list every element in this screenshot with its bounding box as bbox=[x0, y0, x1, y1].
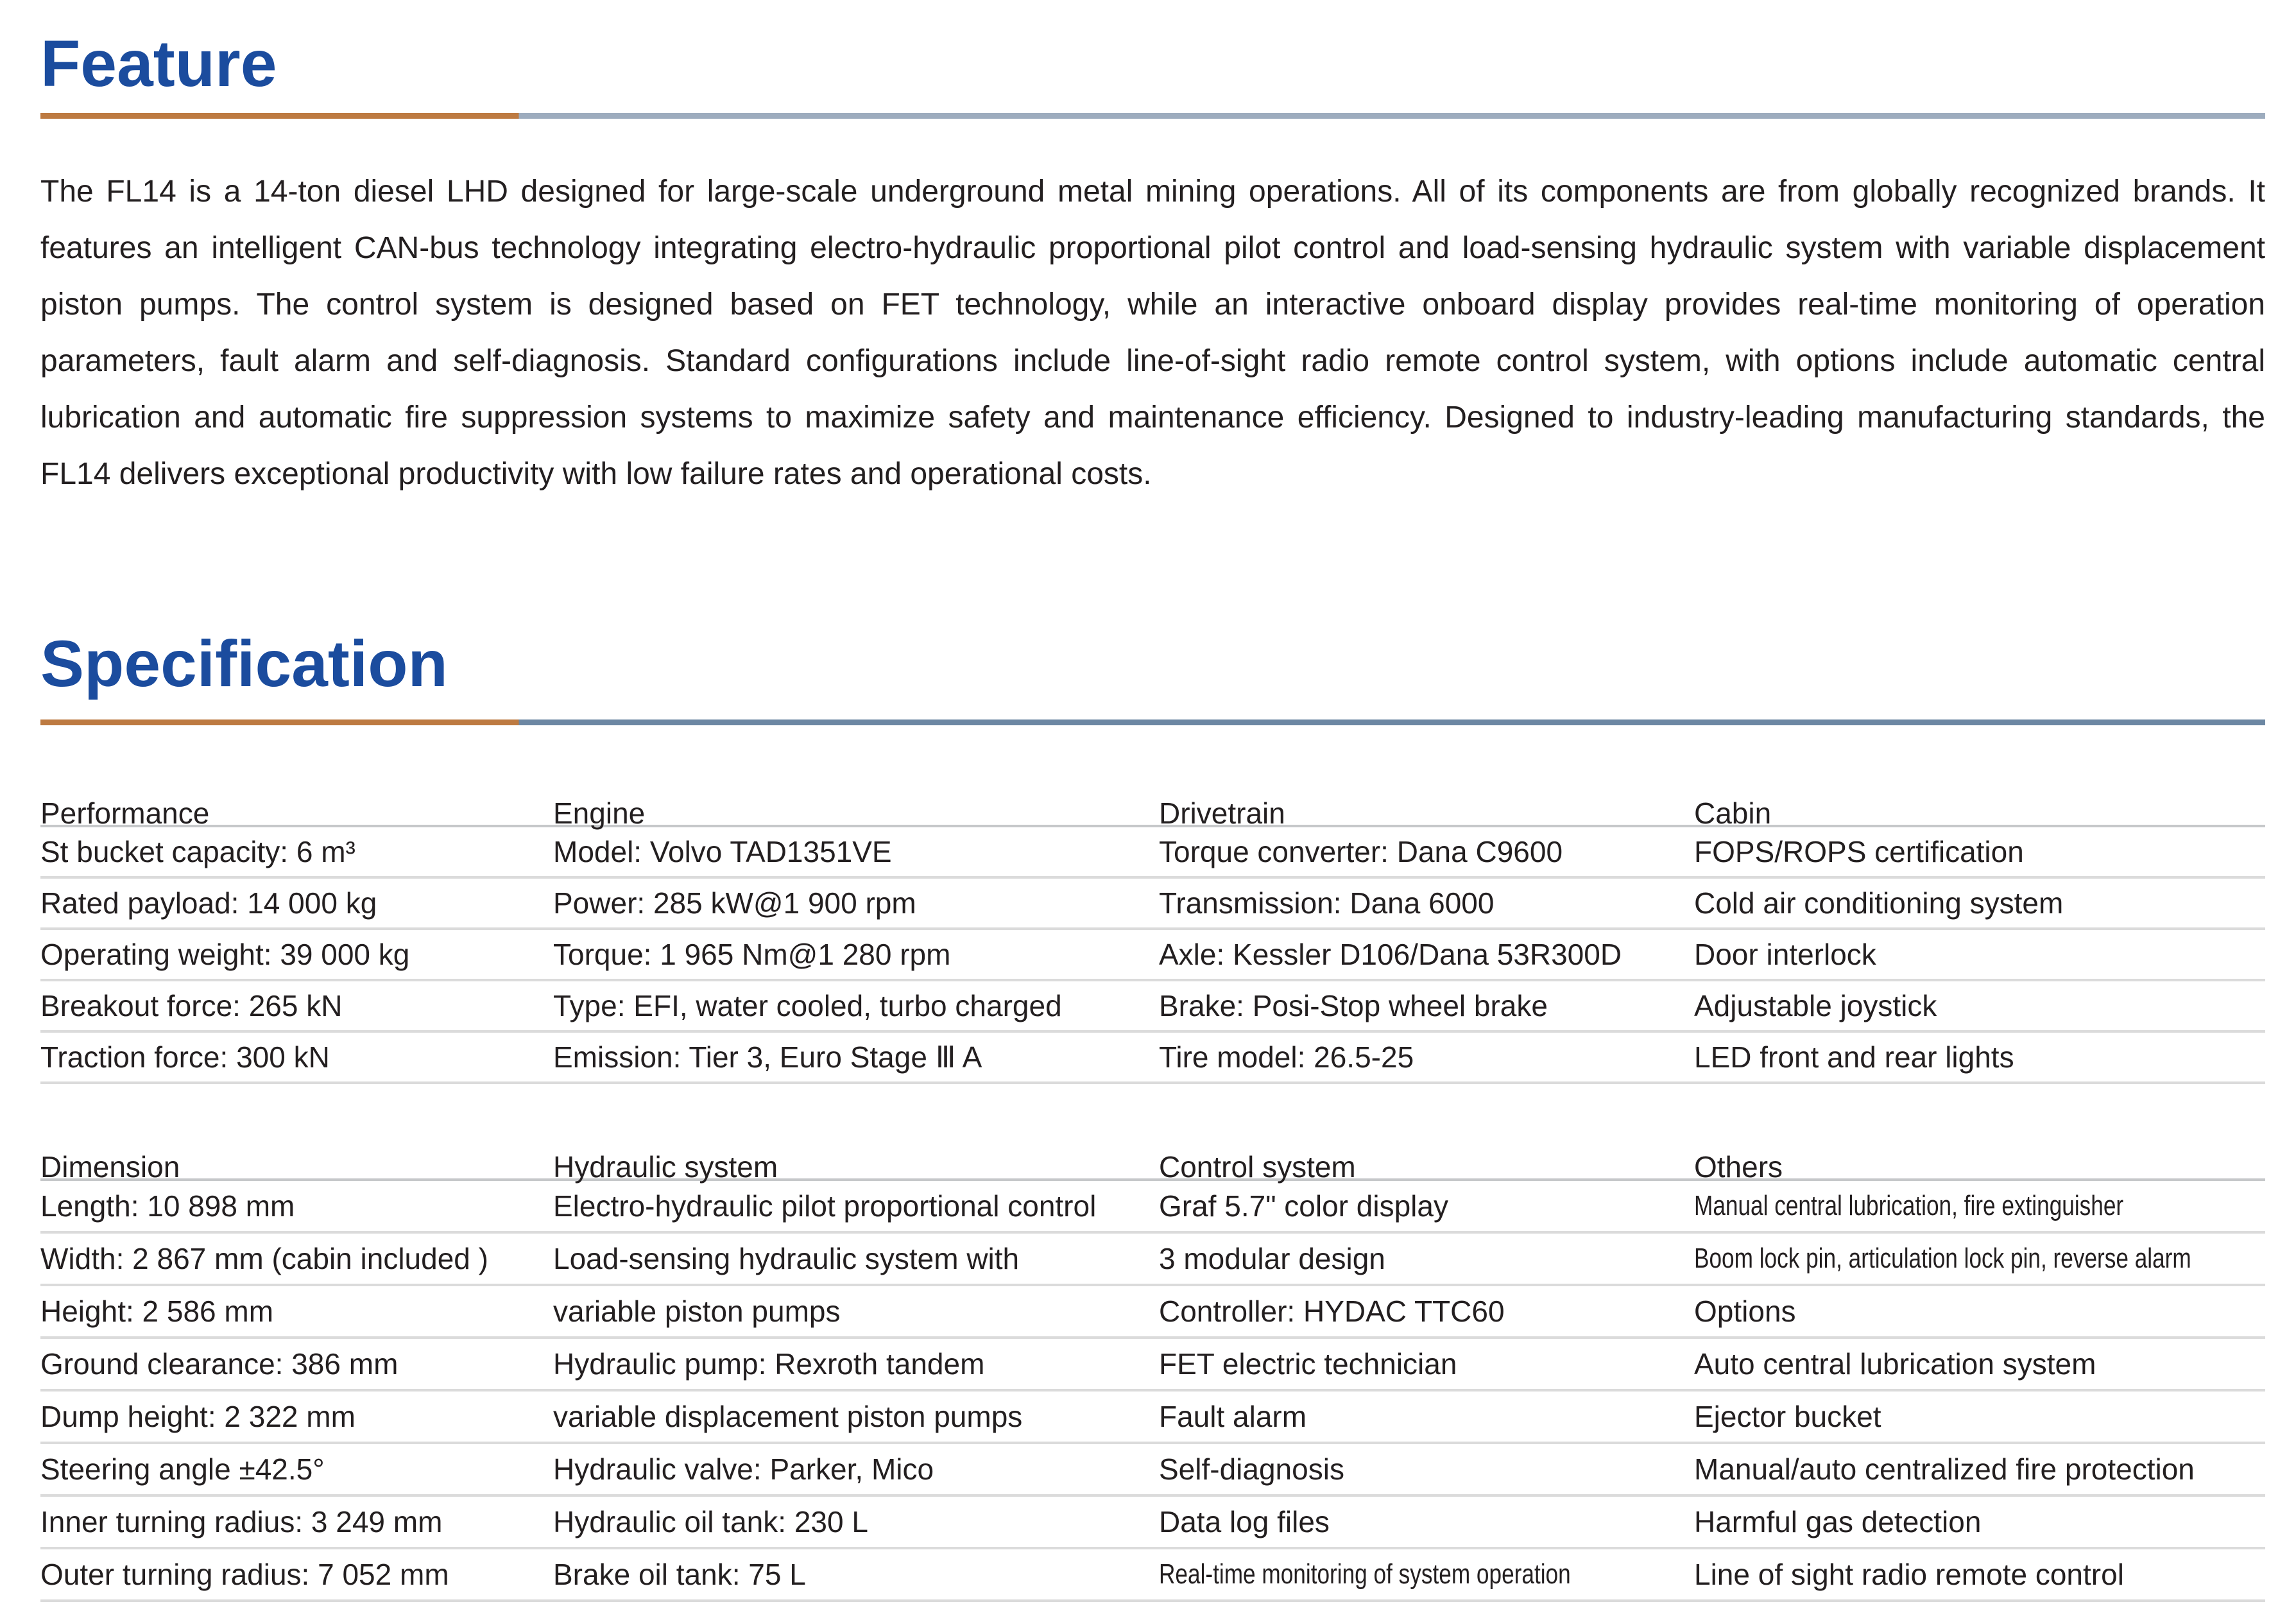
table-cell-options-subheader: Options bbox=[1694, 1295, 1796, 1328]
column-header-dimension: Dimension bbox=[40, 1150, 180, 1184]
table-cell: Torque: 1 965 Nm@1 280 rpm bbox=[553, 938, 951, 971]
column-header-performance: Performance bbox=[40, 797, 210, 830]
table-cell: Graf 5.7" color display bbox=[1159, 1189, 1448, 1223]
table-cell: Emission: Tier 3, Euro Stage Ⅲ A bbox=[553, 1040, 982, 1074]
table-cell: Manual/auto centralized fire protection bbox=[1694, 1452, 2195, 1486]
table-cell: St bucket capacity: 6 m³ bbox=[40, 835, 356, 868]
table-cell: Data log files bbox=[1159, 1505, 1330, 1538]
table-row bbox=[40, 1181, 2265, 1234]
table-cell: Operating weight: 39 000 kg bbox=[40, 938, 410, 971]
table-cell: Cold air conditioning system bbox=[1694, 886, 2064, 920]
table-cell: Real-time monitoring of system operation bbox=[1159, 1558, 1571, 1590]
table-cell: Boom lock pin, articulation lock pin, reverse alarm bbox=[1694, 1243, 2191, 1274]
table-cell: Brake: Posi-Stop wheel brake bbox=[1159, 989, 1548, 1022]
table-cell: variable piston pumps bbox=[553, 1295, 841, 1328]
table-cell: Axle: Kessler D106/Dana 53R300D bbox=[1159, 938, 1622, 971]
specification-accent-rule bbox=[40, 719, 2265, 725]
table-cell: Manual central lubrication, fire extinguisher bbox=[1694, 1190, 2124, 1221]
column-header-drivetrain: Drivetrain bbox=[1159, 797, 1285, 830]
table-row bbox=[40, 879, 2265, 930]
table-cell: Fault alarm bbox=[1159, 1400, 1307, 1433]
table-cell: Auto central lubrication system bbox=[1694, 1347, 2096, 1381]
table-cell: Outer turning radius: 7 052 mm bbox=[40, 1558, 449, 1591]
table-cell: Hydraulic pump: Rexroth tandem bbox=[553, 1347, 985, 1381]
table-cell: Power: 285 kW@1 900 rpm bbox=[553, 886, 916, 920]
table-cell: Door interlock bbox=[1694, 938, 1876, 971]
table-cell: Harmful gas detection bbox=[1694, 1505, 1982, 1538]
table-cell: Traction force: 300 kN bbox=[40, 1040, 330, 1074]
table-row bbox=[40, 1033, 2265, 1084]
column-header-control-system: Control system bbox=[1159, 1150, 1356, 1184]
table-cell: 3 modular design bbox=[1159, 1242, 1385, 1275]
table-cell: Hydraulic valve: Parker, Mico bbox=[553, 1452, 934, 1486]
table-row bbox=[40, 1286, 2265, 1339]
column-header-cabin: Cabin bbox=[1694, 797, 1772, 830]
table-row bbox=[40, 1391, 2265, 1444]
table-cell: Width: 2 867 mm (cabin included ) bbox=[40, 1242, 488, 1275]
table-cell: Self-diagnosis bbox=[1159, 1452, 1344, 1486]
feature-section-title: Feature bbox=[40, 27, 277, 100]
specification-section-title: Specification bbox=[40, 627, 448, 700]
table-cell: Brake oil tank: 75 L bbox=[553, 1558, 806, 1591]
feature-paragraph: The FL14 is a 14-ton diesel LHD designed for large-scale underground metal mining operations. All of its components are from globally recognized brands. It features an intelligent CAN-bus technology integrating electro-hydraulic proportional pilot control and load-sensing hydraulic system with variable displacement piston pumps. The control system is designed based on FET technology, while an interactive onboard display provides real-time monitoring of operation parameters, fault alarm and self-diagnosis. Standard configurations include line-of-sight radio remote control system, with options include automatic central lubrication and automatic fire suppression systems to maximize safety and maintenance efficiency. Designed to industry-leading manufacturing standards, the FL14 delivers exceptional productivity with low failure rates and operational costs. bbox=[40, 175, 2265, 491]
table-cell: Adjustable joystick bbox=[1694, 989, 1937, 1022]
table-cell: Breakout force: 265 kN bbox=[40, 989, 343, 1022]
table-cell: Model: Volvo TAD1351VE bbox=[553, 835, 892, 868]
table-cell: Ejector bucket bbox=[1694, 1400, 1881, 1433]
spec-table-performance bbox=[40, 799, 2265, 1084]
table-cell: FET electric technician bbox=[1159, 1347, 1457, 1381]
table-row bbox=[40, 930, 2265, 981]
table-cell: Height: 2 586 mm bbox=[40, 1295, 274, 1328]
table-cell: Line of sight radio remote control bbox=[1694, 1558, 2124, 1591]
table-cell: Controller: HYDAC TTC60 bbox=[1159, 1295, 1505, 1328]
table-cell: Hydraulic oil tank: 230 L bbox=[553, 1505, 868, 1538]
table-row bbox=[40, 827, 2265, 879]
table-cell: FOPS/ROPS certification bbox=[1694, 835, 2024, 868]
table-cell: Load-sensing hydraulic system with bbox=[553, 1242, 1020, 1275]
table-cell: Electro-hydraulic pilot proportional control bbox=[553, 1189, 1097, 1223]
table-row bbox=[40, 1234, 2265, 1286]
table-cell: Dump height: 2 322 mm bbox=[40, 1400, 356, 1433]
table-cell: Rated payload: 14 000 kg bbox=[40, 886, 377, 920]
table-cell: Type: EFI, water cooled, turbo charged bbox=[553, 989, 1062, 1022]
table-cell: LED front and rear lights bbox=[1694, 1040, 2014, 1074]
table-cell: Steering angle ±42.5° bbox=[40, 1452, 325, 1486]
table-row bbox=[40, 1549, 2265, 1602]
column-header-others: Others bbox=[1694, 1150, 1783, 1184]
table-header-row bbox=[40, 797, 2265, 830]
table-cell: Transmission: Dana 6000 bbox=[1159, 886, 1495, 920]
spec-table-dimension bbox=[40, 1150, 2265, 1602]
table-row bbox=[40, 981, 2265, 1033]
table-cell: Inner turning radius: 3 249 mm bbox=[40, 1505, 443, 1538]
table-row bbox=[40, 1497, 2265, 1549]
table-cell: Ground clearance: 386 mm bbox=[40, 1347, 398, 1381]
column-header-hydraulic-system: Hydraulic system bbox=[553, 1150, 778, 1184]
table-cell: variable displacement piston pumps bbox=[553, 1400, 1023, 1433]
table-cell: Tire model: 26.5-25 bbox=[1159, 1040, 1414, 1074]
table-header-row bbox=[40, 1150, 2265, 1184]
table-row bbox=[40, 1444, 2265, 1497]
table-cell: Torque converter: Dana C9600 bbox=[1159, 835, 1563, 868]
column-header-engine: Engine bbox=[553, 797, 646, 830]
feature-accent-rule bbox=[40, 113, 2265, 119]
table-row bbox=[40, 1339, 2265, 1391]
table-cell: Length: 10 898 mm bbox=[40, 1189, 295, 1223]
